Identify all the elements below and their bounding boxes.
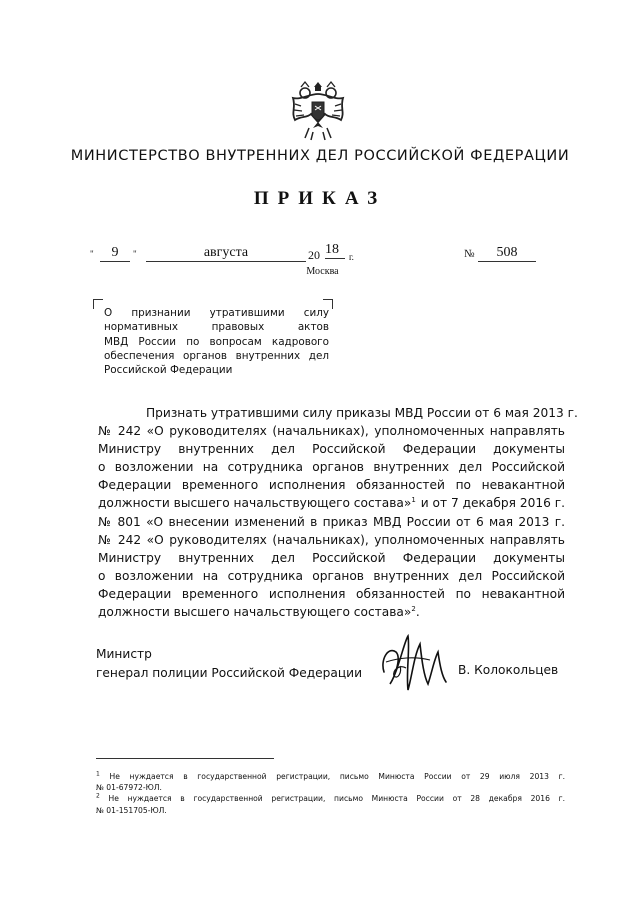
- date-year-suffix: г.: [349, 252, 354, 262]
- date-year: 18: [325, 242, 345, 259]
- body-line-text: должности высшего начальствующего состава»: [98, 605, 412, 620]
- subject-line: Российской Федерации: [104, 364, 233, 377]
- order-number-label: №: [464, 248, 475, 260]
- body-line: Федерации временного исполнения обязанностей по невакантной: [98, 586, 565, 601]
- footnote-2-line-1: [96, 793, 565, 804]
- subject-corner-left: [93, 299, 103, 309]
- signer-position-line-1: Министр: [96, 647, 152, 661]
- signer-position-line-2: генерал полиции Российской Федерации: [96, 665, 363, 680]
- document-type-title: ПРИКАЗ: [253, 188, 387, 209]
- subject-line: МВД России по вопросам кадрового: [104, 335, 329, 348]
- signer-block: [96, 645, 362, 682]
- body-line: № 801 «О внесении изменений в приказ МВД России от 6 мая 2013 г.: [98, 514, 565, 529]
- date-number-row: [90, 242, 540, 267]
- body-line: Признать утратившими силу приказы МВД России от 6 мая 2013 г.: [146, 406, 578, 420]
- footnote-divider: [96, 758, 274, 759]
- subject-line: обеспечения органов внутренних дел: [104, 349, 329, 362]
- footnote-1-line-1: [96, 771, 565, 782]
- footnote-1-mark: 1: [96, 770, 100, 778]
- footnote-2-line-2: № 01-151705-ЮЛ.: [96, 805, 167, 815]
- subject-line: О признании утратившими силу: [104, 307, 329, 319]
- footnote-2-text: Не нуждается в государственной регистрации, письмо Минюста России от 28 декабря 2016 г.: [108, 794, 565, 804]
- date-year-prefix: 20: [308, 248, 320, 262]
- city: Москва: [306, 266, 339, 277]
- footnote-1-line-2: № 01-67972-ЮЛ.: [96, 783, 162, 793]
- double-headed-eagle-emblem: [287, 78, 349, 144]
- body-line: Министру внутренних дел Российской Федерации документы: [98, 442, 565, 457]
- footnotes: [96, 771, 565, 816]
- ministry-name: МИНИСТЕРСТВО ВНУТРЕННИХ ДЕЛ РОССИЙСКОЙ ФЕДЕРАЦИИ: [70, 148, 570, 164]
- signer-name: В. Колокольцев: [458, 663, 559, 677]
- body-line: № 242 «О руководителях (начальниках), уполномоченных направлять: [98, 532, 565, 547]
- footnote-1-text: Не нуждается в государственной регистрации, письмо Минюста России от 29 июля 2013 г.: [109, 772, 565, 781]
- body-line: о возложении на сотрудника органов внутренних дел Российской: [98, 568, 565, 583]
- body-line-text: и от 7 декабря 2016 г.: [420, 496, 565, 511]
- body-line: [98, 494, 565, 512]
- subject-line: нормативных правовых актов: [104, 321, 329, 334]
- footnote-2-mark: 2: [96, 792, 100, 800]
- body-line-text: должности высшего начальствующего состава»: [98, 496, 412, 511]
- date-month: августа: [146, 245, 306, 262]
- order-subject: [104, 306, 329, 377]
- body-line: Министру внутренних дел Российской Федерации документы: [98, 550, 565, 565]
- body-line: № 242 «О руководителях (начальниках), уполномоченных направлять: [98, 424, 565, 439]
- footnote-ref-1: 1: [411, 496, 416, 505]
- date-day: 9: [100, 245, 130, 262]
- footnote-ref-2: 2: [411, 604, 416, 613]
- handwritten-signature: [378, 632, 450, 694]
- order-number: 508: [478, 245, 536, 262]
- date-close-quote: ": [133, 249, 137, 259]
- date-open-quote: ": [90, 249, 94, 259]
- body-line: о возложении на сотрудника органов внутренних дел Российской: [98, 460, 565, 475]
- body-line: Федерации временного исполнения обязанностей по невакантной: [98, 478, 565, 493]
- body-line: [98, 603, 565, 621]
- body-line-part: [98, 494, 416, 512]
- body-period: .: [415, 605, 420, 620]
- order-body: [98, 404, 578, 621]
